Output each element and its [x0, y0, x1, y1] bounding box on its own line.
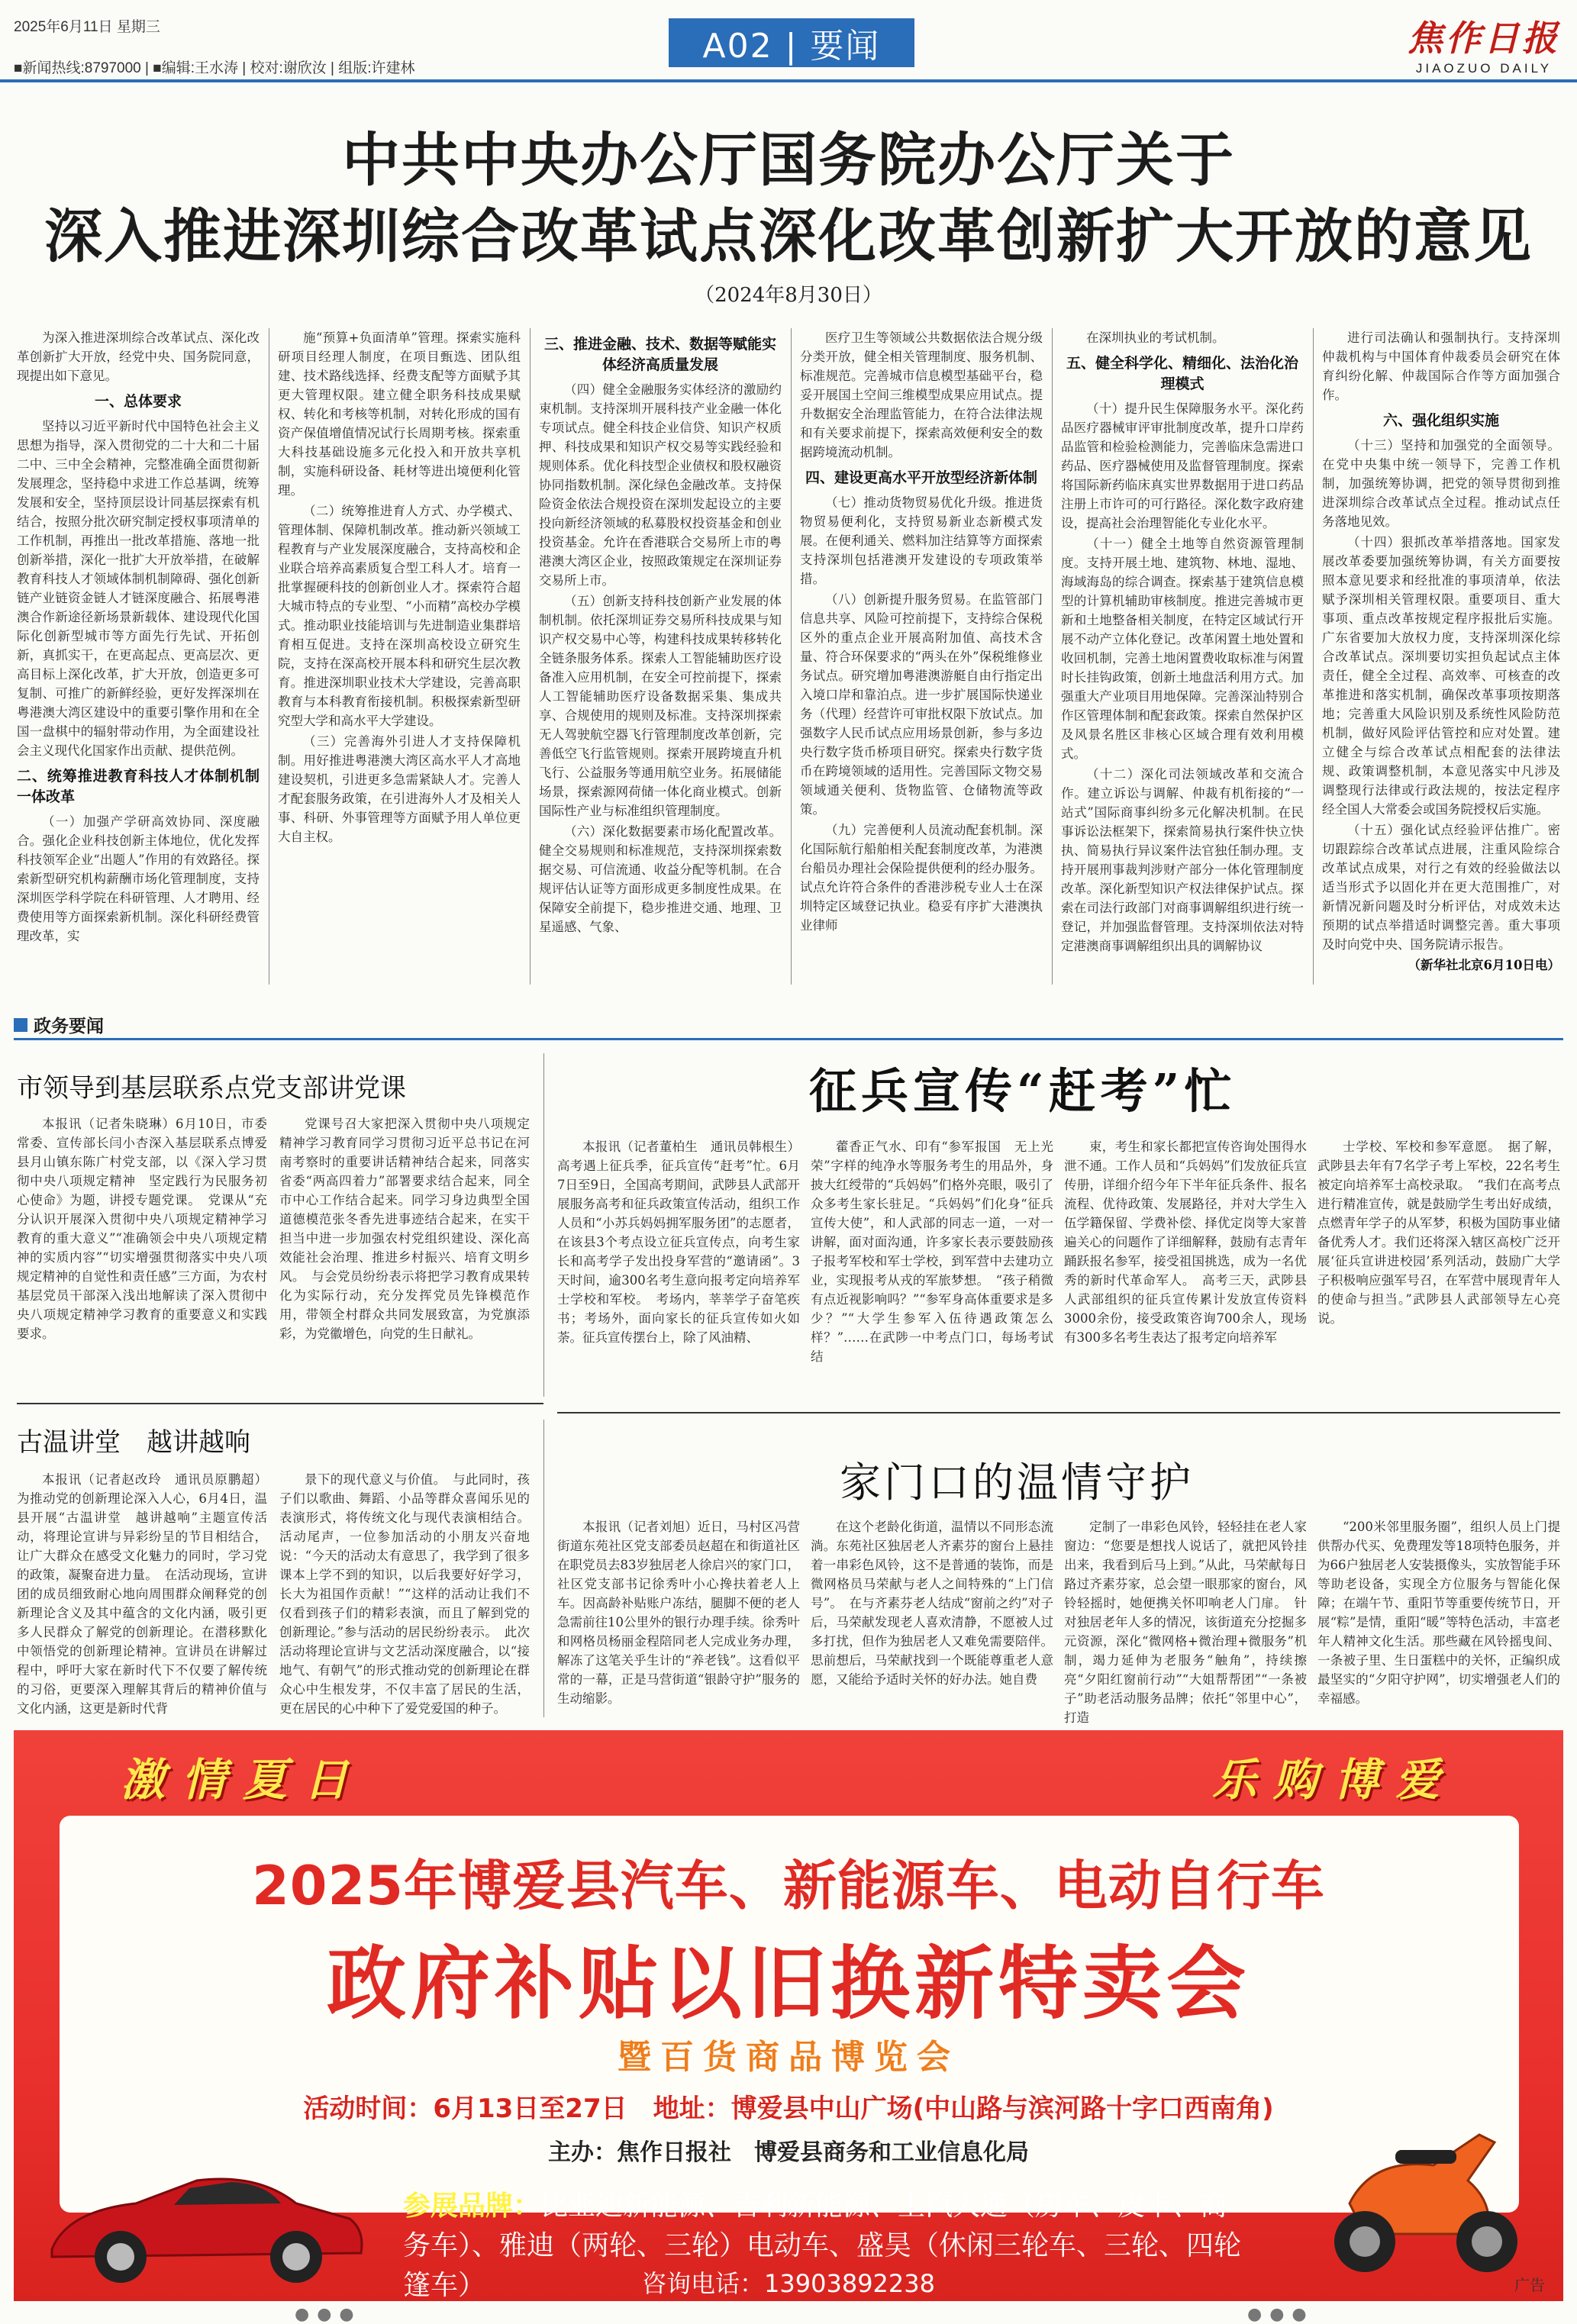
main-headline	[0, 122, 1577, 275]
ad-subtitle: 暨百货商品博览会	[618, 2038, 959, 2077]
section-heading: 三、推进金融、技术、数据等赋能实体经济高质量发展	[543, 336, 776, 373]
ad-hotline-number: 13903892238	[764, 2269, 935, 2298]
headline-line-2: 深入推进深圳综合改革试点深化改革创新扩大开放的意见	[44, 202, 1533, 270]
ad-hotline-label: 咨询电话：	[642, 2269, 765, 2298]
ad-time-value: 6月13日至27日	[433, 2094, 627, 2124]
column-divider	[543, 1053, 544, 1397]
story-column	[17, 1114, 267, 1389]
article-paragraph: 医疗卫生等领域公共数据依法合规分级分类开放，健全相关管理制度、服务机制、标准规范。完善城市信息模型基础平台，稳妥开展国土空间三维模型成果应用试点。提升数据安全治理监管能力，在符合法律法规和有关要求前提下，探索高效便利安全的数据跨境流动机制。	[800, 330, 1043, 459]
issue-date: 2025年6月11日 星期三	[14, 19, 160, 35]
article-paragraph: （十一）健全土地等自然资源管理制度。支持开展土地、建筑物、林地、湿地、海域海岛的综合调查。探索基于建筑信息模型的计算机辅助审核制度。推进完善城市更新和土地整备相关制度，在特定区域试行开展不动产立体化登记。改革闲置土地处置和收回机制，完善土地闲置费收取标准与闲置时长挂钩政策，创新土地盘活利用方式。加强重大产业项目用地保障。完善深汕特别合作区管理体制和配套政策。探索自然保护区及风景名胜区非核心区域合理有效利用模式。	[1061, 537, 1304, 761]
article-paragraph: （八）创新提升服务贸易。在监管部门信息共享、风险可控前提下，支持综合保税区外的重点企业开展高附加值、高技术含量、符合环保要求的“两头在外”保税维修业务试点。研究增加粤港澳游艇自由行指定出入境口岸和靠泊点。进一步扩展国际快递业务（代理）经营许可审批权限下放试点。加强数字人民币试点应用场景创新，参与多边央行数字货币桥项目研究。探索央行数字货币在跨境领域的适用性。完善国际文物交易领域通关便利、货物监管、仓储物流等政策。	[800, 592, 1043, 817]
article-paragraph: （十四）狠抓改革举措落地。国家发展改革委要加强统筹协调，有关方面要按照本意见要求和经批准的事项清单，依法赋予深圳相关管理权限。重要项目、重大事项、重点改革按规定程序报批后实施。广东省要加大放权力度，支持深圳深化综合改革试点。深圳要切实担负起试点主体责任，健全全过程、高效率、可核查的改革推进和落实机制，确保改革事项按期落地；完善重大风险识别及系统性风险防范机制，做好风险评估管控和应对处置。建立健全与综合改革试点相配套的法律法规、政策调整机制，本意见落实中凡涉及调整现行法律或行政法规的，按法定程序经全国人大常委会或国务院授权后实施。	[1322, 535, 1560, 817]
ad-slogan-right: 乐购博爱	[1211, 1754, 1456, 1806]
decorative-dots: ●●●	[295, 2305, 362, 2324]
masthead-rule	[0, 79, 1577, 82]
story-column	[17, 1470, 267, 1716]
story-column	[279, 1114, 530, 1389]
article-paragraph: （六）深化数据要素市场化配置改革。健全交易规则和标准规范，支持深圳探索数据交易、可信流通、收益分配等机制。在合规评估认证等方面形成更多制度性成果。在保障安全前提下，稳步推进交通、地理、卫星遥感、气象、	[539, 824, 782, 934]
story-separator	[557, 1412, 1560, 1413]
article-paragraph: （十五）强化试点经验评估推广。密切跟踪综合改革试点进展，注重风险综合改革试点成果，对行之有效的经验做法以适当形式予以固化并在更大范围推广，对新情况新问题及时分析评估，对成效未达预期的试点举措适时调整完善。重大事项及时向党中央、国务院请示报告。	[1322, 823, 1560, 952]
page-section-label: A02 | 要闻	[669, 18, 914, 67]
column-divider	[543, 1420, 544, 1717]
ad-main-title: 政府补贴以旧换新特卖会	[326, 1937, 1250, 2030]
document-date: （2024年8月30日）	[695, 284, 882, 307]
ad-slogan-left: 激情夏日	[121, 1754, 366, 1806]
section-heading: 二、统筹推进教育科技人才体制机制一体改革	[17, 768, 260, 805]
article-paragraph: 施“预算+负面清单”管理。探索实施科研项目经理人制度，在项目甄选、团队组建、技术路线选择、经费支配等方面赋予其更大管理权限。建立健全职务科技成果赋权、转化和考核等机制，对转化形成的国有资产保值增值情况试行长周期考核。探索重大科技基础设施多元化投入和开放共享机制，实施科研设备、耗材等进出境便利化管理。	[278, 330, 521, 498]
section-heading: 一、总体要求	[94, 393, 182, 410]
story-text: 本报讯（记者赵改玲 通讯员原鹏超）为推动党的创新理论深入人心，6月4日，温县开展“古温讲堂 越讲越响”主题宣传活动，将理论宣讲与异彩纷呈的节目相结合，让广大群众在感受文化魅力的同时，学习党的政策，凝聚奋进力量。 在活动现场，宣讲团的成员细致耐心地向周围群众阐释党的创新理论含义及其中蕴含的文化内涵，吸引更多人民群众了解党的创新理论。在潜移默化中领悟党的创新理论精神。宣讲员在讲解过程中，呼吁大家在新时代下不仅要了解传统的习俗，更要深入理解其背后的精神价值与文化内涵，这更是新时代背	[17, 1472, 267, 1716]
story-separator	[17, 1403, 543, 1404]
logo-chinese: 焦作日报	[1408, 18, 1560, 59]
article-paragraph: （二）统筹推进育人方式、办学模式、管理体制、保障机制改革。推动新兴领域工程教育与产业发展深度融合，支持高校和企业联合培养高素质复合型工科人才。培育一批掌握硬科技的创新创业人才。探索符合超大城市特点的专业型、“小而精”高校办学模式。推动职业技能培训与先进制造业集群培育相互促进。支持在深圳高校设立研究生院，支持在深高校开展本科和研究生层次教育。推进深圳职业技术大学建设，完善高职教育与本科教育衔接机制。积极探索新型研究型大学和高水平大学建设。	[278, 504, 521, 728]
headline-line-1: 中共中央办公厅国务院办公厅关于	[342, 126, 1235, 194]
story-text: 束，考生和家长都把宣传咨询处围得水泄不通。工作人员和“兵妈妈”们发放征兵宣传册，详细介绍今年下半年征兵条件、报名流程、优待政策、发展路径，并对大学生入伍学籍保留、学费补偿、择优定岗等大家普遍关心的问题作了详细解释，鼓励有志青年踊跃报名参军，接受祖国挑选，成为一名优秀的新时代革命军人。 高考三天，武陟县人武部组织的征兵宣传累计发放宣传资料3000余份，接受政策咨询700余人，现场有300多名考生表达了报考定向培养军	[1064, 1139, 1307, 1345]
story-column	[1317, 1517, 1560, 1717]
article-paragraph: （一）加强产学研高效协同、深度融合。强化企业科技创新主体地位，优化发挥科技领军企业“出题人”作用的有效路径。探索新型研究机构薪酬市场化管理制度，支持深圳医学科学院在科研管理、人才聘用、经费使用等方面探索新机制。深化科研经费管理改革，实	[17, 814, 260, 943]
column-divider	[530, 328, 531, 985]
story-text: 本报讯（记者朱晓琳）6月10日，市委常委、宣传部长闫小杏深入基层联系点博爱县月山镇东陈广村党支部，以《深入学习贯彻中央八项规定精神 坚定践行为民服务初心使命》为题，讲授专题党课。 党课从“充分认识开展深入贯彻中央八项规定精神学习教育的重大意义”“准确领会中央八项规定精神的实质内容”“切实增强贯彻落实中央八项规定精神的自觉性和责任感”三方面，为农村基层党员干部深入浅出地解读了深入贯彻中央八项规定精神学习教育的重要意义和实践要求。	[17, 1117, 267, 1341]
article-column-3	[539, 328, 782, 991]
story-column	[1317, 1137, 1560, 1403]
article-signoff: （新华社北京6月10日电）	[1408, 958, 1560, 972]
article-paragraph: （七）推动货物贸易优化升级。推进货物贸易便利化，支持贸易新业态新模式发展。在便利通关、燃料加注结算等方面探索支持深圳包括港澳开发建设的专项政策举措。	[800, 495, 1043, 586]
ad-host-value: 焦作日报社 博爱县商务和工业信息化局	[617, 2139, 1029, 2166]
article-paragraph: （四）健全金融服务实体经济的激励约束机制。支持深圳开展科技产业金融一体化专项试点。健全科技企业信贷、知识产权质押、科技成果和知识产权交易等实践经验和规则体系。优化科技型企业债权和股权融资协同指数机制。深化绿色金融改革。支持保险资金依法合规投资在深圳发起设立的主要投向新经济领域的私募股权投资基金和创业投资基金。允许在香港联合交易所上市的粤港澳大湾区企业，按照政策规定在深圳证券交易所上市。	[539, 382, 782, 588]
article-paragraph: （五）创新支持科技创新产业发展的体制机制。依托深圳证券交易所科技成果与知识产权交易中心等，构建科技成果转移转化全链条服务体系。探索人工智能辅助医疗设备准入应用机制，在安全可控前提下，探索人工智能辅助医疗设备数据采集、集成共享、合规使用的规则及标准。支持深圳探索无人驾驶航空器飞行管理制度改革创新，完善低空飞行监管规则。探索开展跨境直升机飞行、公益服务等通用航空业务。拓展储能场景，探索源网荷储一体化商业模式。创新国际性产业与标准组织管理制度。	[539, 594, 782, 818]
masthead	[0, 0, 1577, 79]
ad-time-label: 活动时间：	[303, 2094, 434, 2124]
article-paragraph: 坚持以习近平新时代中国特色社会主义思想为指导，深入贯彻党的二十大和二十届二中、三中全会精神，完整准确全面贯彻新发展理念，坚持稳中求进工作总基调，统筹发展和安全，坚持顶层设计同基层探索有机结合，按照分批次研究制定授权事项清单的工作机制，再推出一批改革措施、落地一批创新举措，深化一批扩大开放举措，在破解教育科技人才领域体制机制障碍、强化创新链产业链资金链人才链深度融合、拓展粤港澳合作新途径新场景新载体、建设现代化国际化创新型城市等方面先行先试、开拓创新，真抓实干，在更高起点、更高层次、更高目标上深化改革，扩大开放，创造更多可复制、可推广的新鲜经验，更好发挥深圳在粤港澳大湾区建设中的重要引擎作用和在全国一盘棋中的辐射带动作用，为全面建设社会主义现代化国家作出贡献、提供范例。	[17, 419, 260, 758]
section-marker-icon	[14, 1018, 27, 1032]
story-text: 本报讯（记者刘旭）近日，马村区冯营街道东苑社区党支部委员赵超在和街道社区在职党员去83岁独居老人徐启兴的家门口，社区党支部书记徐秀叶小心搀扶着老人上车。因高龄补贴账户冻结，腿脚不便的老人急需前往10公里外的银行办理手续。徐秀叶和网格员杨丽金程陪同老人完成业务办理，解冻了这笔关乎生计的“养老钱”。这看似平常的一幕，正是马营街道“银龄守护”服务的生动缩影。	[557, 1520, 800, 1706]
column-divider	[791, 328, 792, 985]
editor-credits: ■新闻热线:8797000 | ■编辑:王水涛 | 校对:谢欣汝 | 组版:许建林	[14, 60, 415, 76]
article-paragraph: 在深圳执业的考试机制。	[1086, 330, 1225, 345]
ad-brands-text: 比亚迪新能源、吉利新能源、上汽大通（房车、皮卡、商务车）、雅迪（两轮、三轮）电动车、盛昊（休闲三轮车、三轮、四轮篷车）	[403, 2190, 1242, 2301]
article-paragraph: （十三）坚持和加强党的全面领导。在党中央集中统一领导下，完善工作机制，加强统筹协调，把党的领导贯彻到推进深圳综合改革试点全过程。推动试点任务落地见效。	[1322, 438, 1560, 529]
article-paragraph: 进行司法确认和强制执行。支持深圳仲裁机构与中国体育仲裁委员会研究在体育纠纷化解、仲裁国际合作等方面加强合作。	[1322, 330, 1560, 402]
ad-address-label: 地址：	[653, 2094, 731, 2124]
column-divider	[1052, 328, 1053, 985]
story-title: 征兵宣传“赶考”忙	[809, 1063, 1237, 1119]
story-text: 在这个老龄化街道，温情以不同形态流淌。东苑社区独居老人齐素芬的窗台上悬挂着一串彩色风铃，这不是普通的装饰，而是微网格员马荣献与老人之间特殊的“上门信号”。 在与齐素芬老人结成“窗前之约”对子后，马荣献发现老人喜欢清静，不愿被人过多打扰，但作为独居老人又难免需要陪伴。思前想后，马荣献找到一个既能尊重老人意愿，又能给予适时关怀的好办法。她自费	[811, 1520, 1053, 1687]
decorative-dots: ●●●	[1247, 2305, 1314, 2324]
ad-address-value: 博爱县中山广场(中山路与滨河路十字口西南角)	[730, 2094, 1274, 2124]
section-label-text: 政务要闻	[34, 1017, 104, 1036]
section-heading: 五、健全科学化、精细化、法治化治理模式	[1066, 355, 1298, 392]
section-heading: 四、建设更高水平开放型经济新体制	[805, 469, 1037, 486]
article-column-2	[278, 328, 521, 991]
logo-english: JIAOZUO DAILY	[1415, 61, 1553, 76]
story-text: 本报讯（记者董柏生 通讯员韩根生）高考遇上征兵季，征兵宣传“赶考”忙。6月7日至9日，全国高考期间，武陟县人武部开展服务高考和征兵政策宣传活动，组织工作人员和“小苏兵妈妈拥军服务团”的志愿者，在该县3个考点设立征兵宣传点，向考生家长和高考学子发出投身军营的“邀请函”。3天时间，逾300名考生意向报考定向培养军士学校和军校。 考场内，莘莘学子奋笔疾书；考场外，面向家长的征兵宣传如火如荼。征兵宣传摆台上，除了风油精、	[557, 1139, 800, 1345]
story-text: 党课号召大家把深入贯彻中央八项规定精神学习教育同学习贯彻习近平总书记在河南考察时的重要讲话精神结合起来，同落实省委“两高四着力”部署要求结合起来，同全市中心工作结合起来。同学习身边典型全国道德模范张冬香先进事迹结合起来，在实干担当中进一步加强农村党组织建设、深化高效能社会治理、推进乡村振兴、培育文明乡风。 与会党员纷纷表示将把学习教育成果转化为实际行动，充分发挥党员先锋模范作用，带领全村群众共同发展致富，为党旗添彩，为党徽增色，向党的生日献礼。	[279, 1117, 530, 1341]
article-paragraph: （九）完善便利人员流动配套机制。深化国际航行船舶相关配套制度改革，为港澳台船员办理社会保险提供便利的经办服务。试点允许符合条件的香港涉税专业人士在深圳特定区域登记执业。稳妥有序扩大港澳执业律师	[800, 823, 1043, 933]
story-text: 景下的现代意义与价值。 与此同时，孩子们以歌曲、舞蹈、小品等群众喜闻乐见的表演形式，将传统文化与现代表演相结合。活动尾声，一位参加活动的小朋友兴奋地说：“今天的活动太有意思了，我学到了很多课本上学不到的知识，以后我要好好学习，长大为祖国作贡献！”“这样的活动让我们不仅看到孩子们的精彩表演，而且了解到党的创新理论。”参与活动的居民纷纷表示。 此次活动将理论宣讲与文艺活动深度融合，以“接地气、有朝气”的形式推动党的创新理论在群众心中生根发芽，不仅丰富了居民的生活，更在居民的心中种下了爱党爱国的种子。	[279, 1472, 530, 1716]
section-rule	[14, 1038, 1563, 1040]
story-title: 市领导到基层联系点党支部讲党课	[17, 1073, 406, 1104]
story-title: 家门口的温情守护	[840, 1459, 1194, 1507]
story-column	[557, 1137, 800, 1403]
advertisement	[14, 1730, 1563, 2301]
ad-event-line: 2025年博爱县汽车、新能源车、电动自行车	[252, 1855, 1325, 1917]
article-paragraph: 为深入推进深圳综合改革试点、深化改革创新扩大开放，经党中央、国务院同意，现提出如下意见。	[17, 330, 260, 383]
article-paragraph: （十）提升民生保障服务水平。深化药品医疗器械审评审批制度改革，提升口岸药品监管和检验检测能力，完善临床急需进口药品、医疗器械使用及监督管理制度。探索将国际新药临床真实世界数据用于进口药品注册上市许可的可行路径。深化数字政府建设，提高社会治理智能化专业化水平。	[1061, 401, 1304, 530]
story-column	[811, 1517, 1053, 1717]
story-column	[1064, 1137, 1307, 1403]
story-text: “200米邻里服务圈”，组织人员上门提供帮办代买、免费理发等18项特色服务，并为66户独居老人安装摄像头，实放智能手环等助老设备，实现全方位服务与智能化保障；在端午节、重阳节等重要传统节日，开展“粽”是情，重阳“暖”等特色活动，丰富老年人精神文化生活。那些藏在风铃摇曳间、一条被子里、生日蛋糕中的关怀，正编织成最坚实的“夕阳守护网”，切实增强老人们的幸福感。	[1317, 1520, 1560, 1706]
article-paragraph: （十二）深化司法领域改革和交流合作。建立诉讼与调解、仲裁有机衔接的“一站式”国际商事纠纷多元化解决机制。在民事诉讼法框架下，探索简易执行案件快立快执、简易执行异议案件法官独任制办理。支持开展刑事裁判涉财产部分一体化管理制度改革。深化新型知识产权法律保护试点。探索在司法行政部门对商事调解组织进行统一登记，并加强监督管理。支持深圳依法对特定港澳商事调解组织出具的调解协议	[1061, 767, 1304, 953]
story-column	[811, 1137, 1053, 1403]
newspaper-logo	[1408, 11, 1560, 76]
column-divider	[1313, 328, 1314, 985]
story-column	[279, 1470, 530, 1716]
ad-tag: 广告	[1514, 2277, 1545, 2294]
article-column-4	[800, 328, 1043, 991]
ad-host-label: 主办：	[548, 2139, 617, 2166]
story-title: 古温讲堂 越讲越响	[17, 1427, 250, 1458]
article-column-1	[17, 328, 260, 991]
electric-scooter-icon	[1304, 2089, 1533, 2287]
ad-brands-label: 参展品牌：	[403, 2190, 541, 2222]
article-column-5	[1061, 328, 1304, 991]
article-paragraph: （三）完善海外引进人才支持保障机制。用好推进粤港澳大湾区高水平人才高地建设契机，引进更多急需紧缺人才。完善人才配套服务政策，在引进海外人才及相关人事、科研、外事管理等方面赋予用人单位更大自主权。	[278, 734, 521, 844]
story-column	[557, 1517, 800, 1717]
section-heading: 六、强化组织实施	[1382, 412, 1499, 429]
story-text: 藿香正气水、印有“参军报国 无上光荣”字样的纯净水等服务考生的用品外，身披大红绶带的“兵妈妈”们格外亮眼，吸引了众多考生家长驻足。“兵妈妈”们化身“征兵宣传大使”，和人武部的同志一道，一对一讲解，面对面沟通，许多家长表示要鼓励孩子报考军校和军士学校，到军营中去建功立业，实现报考从戎的军旅梦想。 “孩子稍微有点近视影响吗？”“参军身高体重要求是多少？”“大学生参军入伍待遇政策怎么样？”……在武陟一中考点门口，每场考试结	[811, 1139, 1053, 1364]
article-column-6	[1322, 328, 1560, 991]
ad-hotline	[14, 2264, 1563, 2300]
story-text: 定制了一串彩色风铃，轻轻挂在老人家窗边：“您要是想找人说话了，就把风铃挂出来，我看到后马上到。”从此，马荣献每日路过齐素芬家，总会望一眼那家的窗台，风铃轻摇时，她便携关怀叩响老人门扉。 针对独居老年人多的情况，该街道充分挖掘多元资源，深化“微网格+微治理+微服务”机制，竭力延伸为老服务“触角”，持续擦亮“夕阳红窗前行动”“大姐帮帮团”“一条被子”助老活动服务品牌；依托“邻里中心”，打造	[1064, 1520, 1307, 1725]
section-label	[14, 1012, 104, 1038]
story-text: 士学校、军校和参军意愿。 据了解，武陟县去年有7名学子考上军校，22名考生被定向培养军士高校录取。 “我们在高考点进行精准宣传，就是鼓励学生考出好成绩，点燃青年学子的从军梦，积极为国防事业储备优秀人才。我们还将深入辖区高校广泛开展‘征兵宣讲进校园’系列活动，鼓励广大学子积极响应强军号召，在军营中展现青年人的使命与担当。”武陟县人武部领导左心亮说。	[1317, 1139, 1560, 1326]
story-column	[1064, 1517, 1307, 1725]
